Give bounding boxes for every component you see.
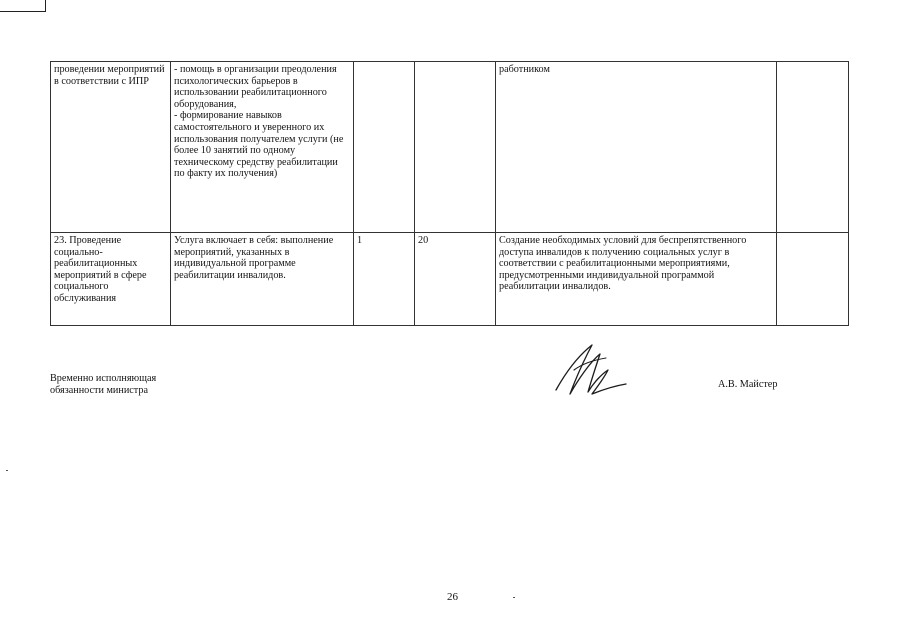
signatory-title [50,373,156,397]
scan-speck [6,470,8,471]
extra-cell [777,62,849,233]
corner-frame [0,0,46,12]
unit-cell: 1 [354,233,415,326]
value-cell: 20 [415,233,496,326]
service-content-cell: Услуга включает в себя: выполнение мероприятий, указанных в индивидуальной программе реабилитации инвалидов. [171,233,354,326]
table-row [51,62,849,233]
services-table [50,61,849,326]
scan-speck [513,597,515,598]
signatory-title-line2: обязанности министра [50,385,148,396]
conditions-cell: работником [496,62,777,233]
unit-cell [354,62,415,233]
value-cell [415,62,496,233]
service-content-cell: - помощь в организации преодоления психологических барьеров в использовании реабилитационного оборудования, - формирование навыков самостоятельного и уверенного их использования получателем услуги (не более 10 занятий по одному техническому средству реабилитации по факту их получения) [171,62,354,233]
table-row [51,233,849,326]
extra-cell [777,233,849,326]
signatory-name: А.В. Майстер [718,379,778,390]
handwritten-signature [548,340,636,402]
conditions-cell: Создание необходимых условий для беспрепятственного доступа инвалидов к получению социальных услуг в соответствии с реабилитационными мероприятиями, предусмотренными индивидуальной программой реабилитации инвалидов. [496,233,777,326]
page-number: 26 [447,591,458,603]
signatory-title-line1: Временно исполняющая [50,373,157,384]
service-name-cell: 23. Проведение социально-реабилитационных мероприятий в сфере социального обслуживания [51,233,171,326]
service-name-cell: проведении мероприятий в соответствии с ИПР [51,62,171,233]
